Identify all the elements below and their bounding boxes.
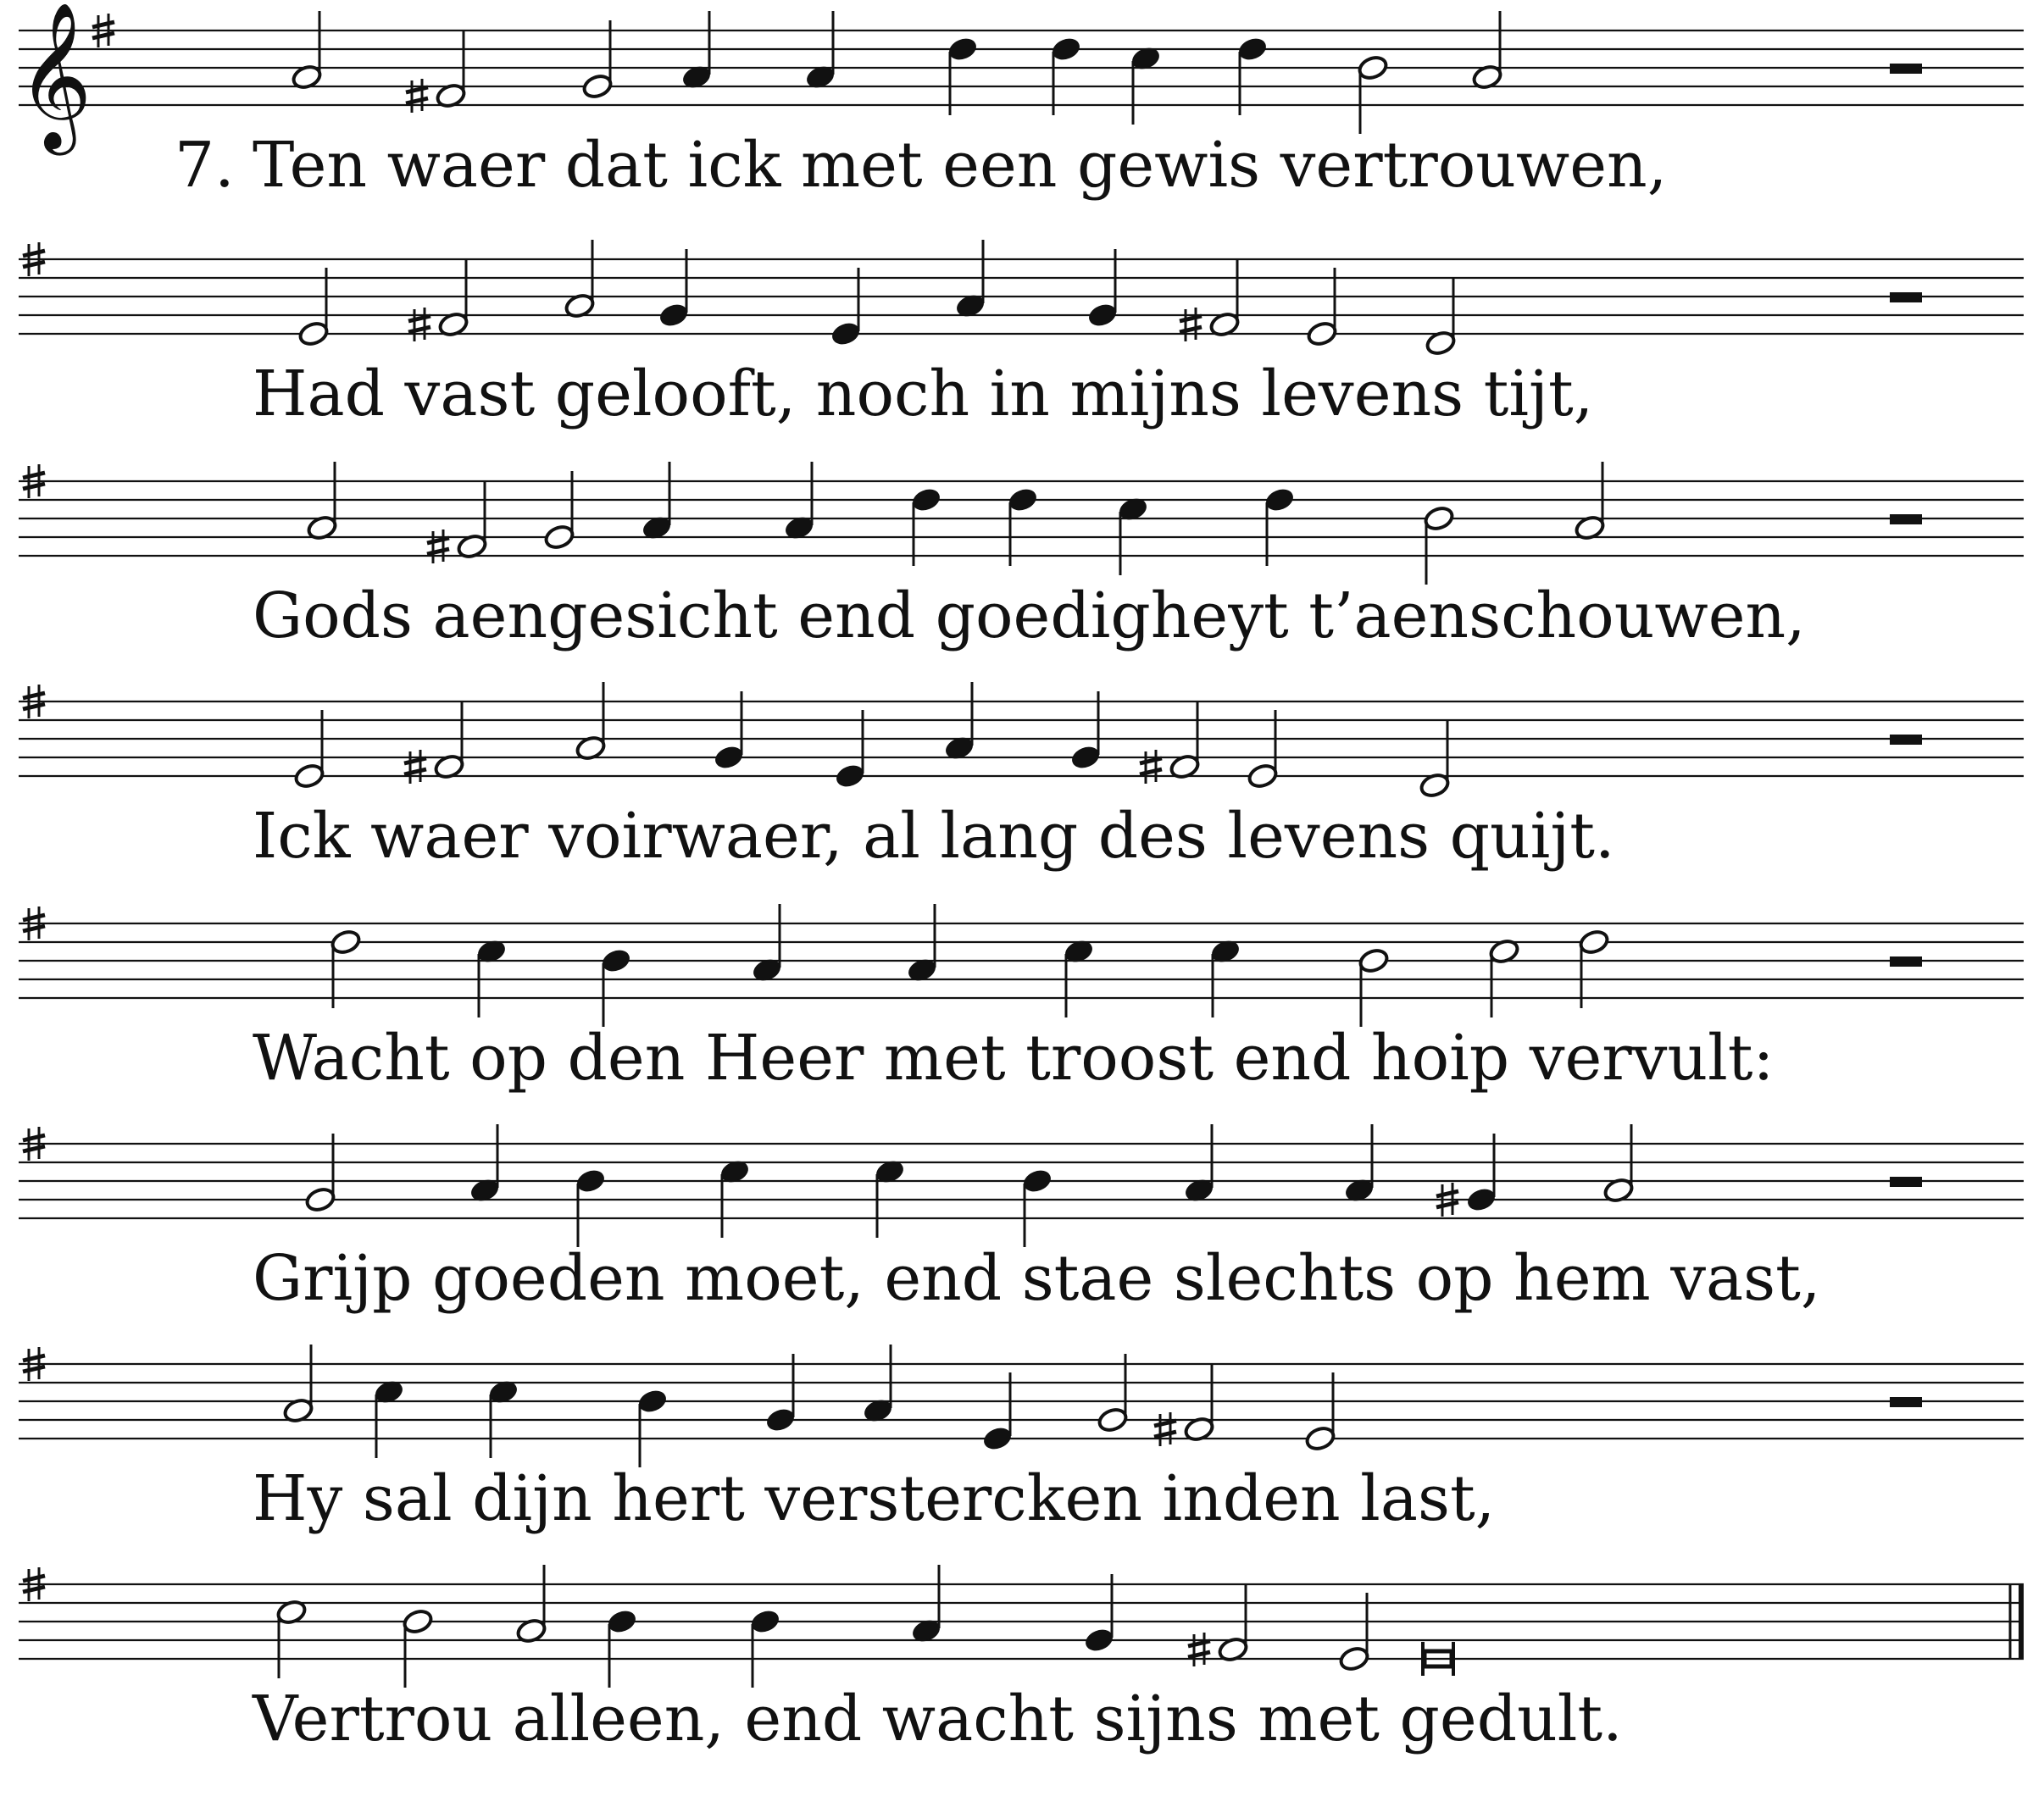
rest-icon bbox=[1890, 64, 1922, 74]
note bbox=[1236, 36, 1269, 115]
note bbox=[1007, 486, 1039, 566]
sharp-icon bbox=[408, 308, 430, 341]
staff-system bbox=[19, 1124, 2024, 1247]
staff-system bbox=[19, 904, 2024, 1027]
sharp-stroke bbox=[23, 251, 45, 256]
sharp-stroke bbox=[1180, 316, 1202, 321]
half-notehead bbox=[330, 929, 362, 956]
note bbox=[1343, 1124, 1375, 1204]
sharp-stroke bbox=[408, 327, 430, 332]
note bbox=[433, 701, 465, 780]
quarter-notehead bbox=[830, 320, 862, 347]
note bbox=[636, 1388, 669, 1467]
half-notehead bbox=[1357, 54, 1389, 81]
note bbox=[910, 486, 942, 566]
note bbox=[575, 1167, 607, 1247]
sharp-stroke bbox=[1436, 1202, 1458, 1207]
rest-icon bbox=[1890, 956, 1922, 967]
note bbox=[1306, 268, 1338, 347]
rest-icon bbox=[1890, 735, 1922, 745]
note bbox=[1264, 486, 1296, 566]
note bbox=[306, 462, 338, 541]
note bbox=[751, 904, 783, 984]
sharp-icon bbox=[404, 750, 426, 784]
quarter-notehead bbox=[713, 744, 745, 771]
note bbox=[954, 240, 986, 319]
quarter-notehead bbox=[1050, 36, 1082, 63]
note bbox=[1130, 45, 1162, 125]
note bbox=[783, 462, 815, 541]
half-notehead bbox=[1578, 929, 1610, 956]
rest-icon bbox=[1890, 1177, 1922, 1187]
note bbox=[297, 268, 330, 347]
sharp-stroke bbox=[406, 98, 428, 103]
half-notehead bbox=[293, 762, 325, 790]
sharp-stroke bbox=[23, 473, 45, 478]
note bbox=[862, 1345, 894, 1424]
lyric-line: Vertrou alleen, end wacht sijns met gedult. bbox=[253, 1683, 1623, 1755]
rest-icon bbox=[1890, 292, 1922, 302]
note bbox=[1338, 1593, 1370, 1672]
quarter-notehead bbox=[606, 1608, 638, 1635]
note bbox=[1465, 1134, 1497, 1213]
sharp-stroke bbox=[1140, 769, 1162, 774]
staff-system bbox=[19, 462, 2024, 585]
sharp-stroke bbox=[1180, 327, 1202, 332]
note bbox=[1183, 1363, 1215, 1443]
note bbox=[680, 11, 713, 91]
note bbox=[658, 249, 690, 329]
note bbox=[600, 947, 632, 1027]
half-notehead bbox=[1338, 1645, 1370, 1672]
note bbox=[475, 938, 508, 1017]
note bbox=[1050, 36, 1082, 115]
sharp-stroke bbox=[23, 915, 45, 920]
note bbox=[1169, 701, 1201, 780]
note bbox=[764, 1354, 797, 1433]
note bbox=[456, 480, 488, 560]
staff-system bbox=[19, 1345, 2024, 1467]
note bbox=[543, 471, 575, 551]
note bbox=[981, 1372, 1014, 1452]
rest-icon bbox=[1890, 514, 1922, 524]
sharp-stroke bbox=[23, 1356, 45, 1361]
note bbox=[304, 1134, 336, 1213]
note bbox=[1086, 249, 1119, 329]
sharp-stroke bbox=[404, 769, 426, 774]
quarter-notehead bbox=[1069, 744, 1102, 771]
sharp-stroke bbox=[1188, 1641, 1210, 1646]
half-notehead bbox=[1306, 320, 1338, 347]
lyric-line: Gods aengesicht end goedigheyt t’aenschouwen, bbox=[253, 579, 1806, 652]
quarter-notehead bbox=[1236, 36, 1269, 63]
quarter-notehead bbox=[1264, 486, 1296, 513]
note bbox=[1117, 496, 1149, 575]
note bbox=[906, 904, 938, 984]
note bbox=[1097, 1354, 1129, 1433]
sharp-stroke bbox=[23, 704, 45, 709]
rest-icon bbox=[1890, 1397, 1922, 1407]
sharp-icon bbox=[1154, 1412, 1176, 1446]
note bbox=[330, 929, 362, 1008]
quarter-notehead bbox=[575, 1167, 607, 1195]
sharp-stroke bbox=[23, 1135, 45, 1140]
sharp-icon bbox=[427, 530, 449, 563]
lyric-line: Hy sal dijn hert verstercken inden last, bbox=[253, 1462, 1496, 1535]
quarter-notehead bbox=[1086, 302, 1119, 329]
sharp-stroke bbox=[427, 549, 449, 554]
note bbox=[564, 240, 596, 319]
half-notehead bbox=[1247, 762, 1279, 790]
quarter-notehead bbox=[1083, 1627, 1115, 1654]
note bbox=[469, 1124, 501, 1204]
quarter-notehead bbox=[1465, 1186, 1497, 1213]
note bbox=[1574, 462, 1606, 541]
sharp-stroke bbox=[1140, 758, 1162, 763]
note bbox=[487, 1378, 519, 1458]
note bbox=[1423, 505, 1455, 585]
note bbox=[581, 20, 614, 100]
note bbox=[641, 462, 673, 541]
note bbox=[749, 1608, 781, 1688]
sharp-stroke bbox=[92, 33, 114, 38]
note bbox=[1419, 719, 1451, 799]
half-notehead bbox=[402, 1608, 434, 1635]
sharp-icon bbox=[1140, 750, 1162, 784]
sharp-icon bbox=[406, 79, 428, 113]
lyric-line: Wacht op den Heer met troost end hoip vervult: bbox=[253, 1022, 1775, 1095]
note bbox=[293, 710, 325, 790]
quarter-notehead bbox=[600, 947, 632, 974]
note bbox=[1488, 938, 1520, 1017]
quarter-notehead bbox=[658, 302, 690, 329]
sharp-stroke bbox=[1436, 1191, 1458, 1196]
note bbox=[1358, 947, 1390, 1027]
note bbox=[947, 36, 979, 115]
note bbox=[1183, 1124, 1215, 1204]
sharp-stroke bbox=[23, 1146, 45, 1151]
sharp-stroke bbox=[23, 1367, 45, 1372]
quarter-notehead bbox=[910, 486, 942, 513]
note bbox=[1578, 929, 1610, 1008]
quarter-notehead bbox=[1007, 486, 1039, 513]
half-notehead bbox=[543, 524, 575, 551]
lyric-line: Had vast gelooft, noch in mijns levens tijt, bbox=[253, 358, 1594, 430]
sharp-stroke bbox=[23, 262, 45, 267]
note bbox=[373, 1378, 405, 1458]
note bbox=[275, 1599, 308, 1678]
note bbox=[1069, 691, 1102, 771]
half-notehead bbox=[1304, 1425, 1336, 1452]
note bbox=[1209, 938, 1241, 1017]
sharp-stroke bbox=[427, 538, 449, 543]
quarter-notehead bbox=[1021, 1167, 1053, 1195]
note bbox=[402, 1608, 434, 1688]
note bbox=[515, 1565, 547, 1644]
quarter-notehead bbox=[764, 1406, 797, 1433]
half-notehead bbox=[1423, 505, 1455, 532]
half-notehead bbox=[304, 1186, 336, 1213]
note bbox=[1471, 11, 1503, 91]
note bbox=[1357, 54, 1389, 134]
note bbox=[834, 710, 866, 790]
half-notehead bbox=[1358, 947, 1390, 974]
lyric-line: Ten waer dat ick met een gewis vertrouwen, bbox=[253, 129, 1668, 202]
note bbox=[1083, 1574, 1115, 1654]
staff-system bbox=[19, 240, 2024, 357]
note bbox=[874, 1158, 906, 1238]
quarter-notehead bbox=[981, 1425, 1014, 1452]
lyric-line: Grijp goeden moet, end stae slechts op hem vast, bbox=[253, 1242, 1821, 1315]
sharp-icon bbox=[1188, 1633, 1210, 1666]
sharp-stroke bbox=[406, 87, 428, 92]
note bbox=[1425, 277, 1457, 357]
note bbox=[1021, 1167, 1053, 1247]
note bbox=[910, 1565, 942, 1644]
half-notehead bbox=[581, 73, 614, 100]
staff-system bbox=[19, 1565, 2024, 1688]
note bbox=[830, 268, 862, 347]
note bbox=[1217, 1583, 1249, 1663]
note bbox=[435, 30, 467, 109]
sharp-stroke bbox=[23, 693, 45, 698]
quarter-notehead bbox=[749, 1608, 781, 1635]
sharp-stroke bbox=[23, 1587, 45, 1592]
note bbox=[1208, 258, 1241, 338]
staff-system bbox=[19, 682, 2024, 799]
half-notehead bbox=[297, 320, 330, 347]
note bbox=[575, 682, 607, 762]
sharp-stroke bbox=[404, 758, 426, 763]
quarter-notehead bbox=[947, 36, 979, 63]
sharp-stroke bbox=[23, 1576, 45, 1581]
note bbox=[437, 258, 469, 338]
note bbox=[606, 1608, 638, 1688]
sharp-stroke bbox=[23, 926, 45, 931]
note bbox=[713, 691, 745, 771]
quarter-notehead bbox=[636, 1388, 669, 1415]
treble-clef-icon: 𝄞 bbox=[17, 2, 92, 149]
note bbox=[804, 11, 836, 91]
quarter-notehead bbox=[834, 762, 866, 790]
half-notehead bbox=[1097, 1406, 1129, 1433]
note bbox=[943, 682, 975, 762]
note bbox=[282, 1345, 314, 1424]
lyric-line: Ick waer voirwaer, al lang des levens quijt. bbox=[253, 800, 1615, 873]
note bbox=[1304, 1372, 1336, 1452]
sharp-stroke bbox=[1188, 1652, 1210, 1657]
sharp-stroke bbox=[1154, 1432, 1176, 1437]
note bbox=[1602, 1124, 1635, 1204]
verse-number: 7. bbox=[175, 129, 235, 202]
sharp-stroke bbox=[92, 22, 114, 27]
note bbox=[1247, 710, 1279, 790]
sharp-icon bbox=[1180, 308, 1202, 341]
sharp-stroke bbox=[1154, 1421, 1176, 1426]
note bbox=[1063, 938, 1095, 1017]
sharp-stroke bbox=[23, 484, 45, 489]
note bbox=[291, 11, 323, 91]
sharp-stroke bbox=[408, 316, 430, 321]
note bbox=[719, 1158, 751, 1238]
